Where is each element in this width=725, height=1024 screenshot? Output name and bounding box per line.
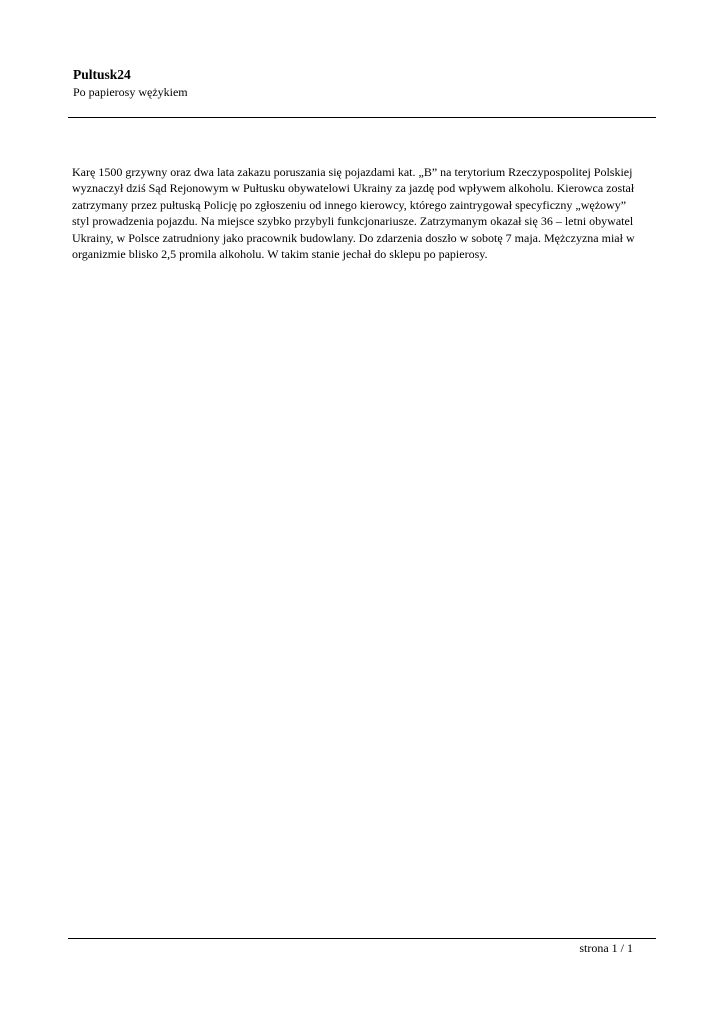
article-line: Ukrainy, w Polsce zatrudniony jako pracownik budowlany. Do zdarzenia doszło w sobotę 7 maja. Mężczyzna miał w bbox=[72, 230, 635, 245]
footer-divider bbox=[68, 938, 656, 939]
article-line: wyznaczył dziś Sąd Rejonowym w Pułtusku obywatelowi Ukrainy za jazdę pod wpływem alkoholu. Kierowca został bbox=[72, 181, 635, 196]
header-divider bbox=[68, 117, 656, 118]
site-title: Pultusk24 bbox=[73, 67, 131, 82]
article-line: styl prowadzenia pojazdu. Na miejsce szybko przybyli funkcjonariusze. Zatrzymanym okazał się 36 – letni obywatel bbox=[72, 214, 634, 229]
article-line: zatrzymany przez pułtuską Policję po zgłoszeniu od innego kierowcy, którego zaintrygował specyficzny „wężowy” bbox=[72, 197, 627, 212]
page-number: strona 1 / 1 bbox=[579, 941, 633, 955]
article-body bbox=[72, 164, 658, 262]
article-subtitle: Po papierosy wężykiem bbox=[73, 85, 188, 99]
page-header bbox=[73, 66, 658, 100]
article-line: Karę 1500 grzywny oraz dwa lata zakazu poruszania się pojazdami kat. „B” na terytorium Rzeczypospolitej Polskiej bbox=[72, 165, 633, 179]
article-line: organizmie blisko 2,5 promila alkoholu. W takim stanie jechał do sklepu po papierosy. bbox=[72, 247, 488, 262]
